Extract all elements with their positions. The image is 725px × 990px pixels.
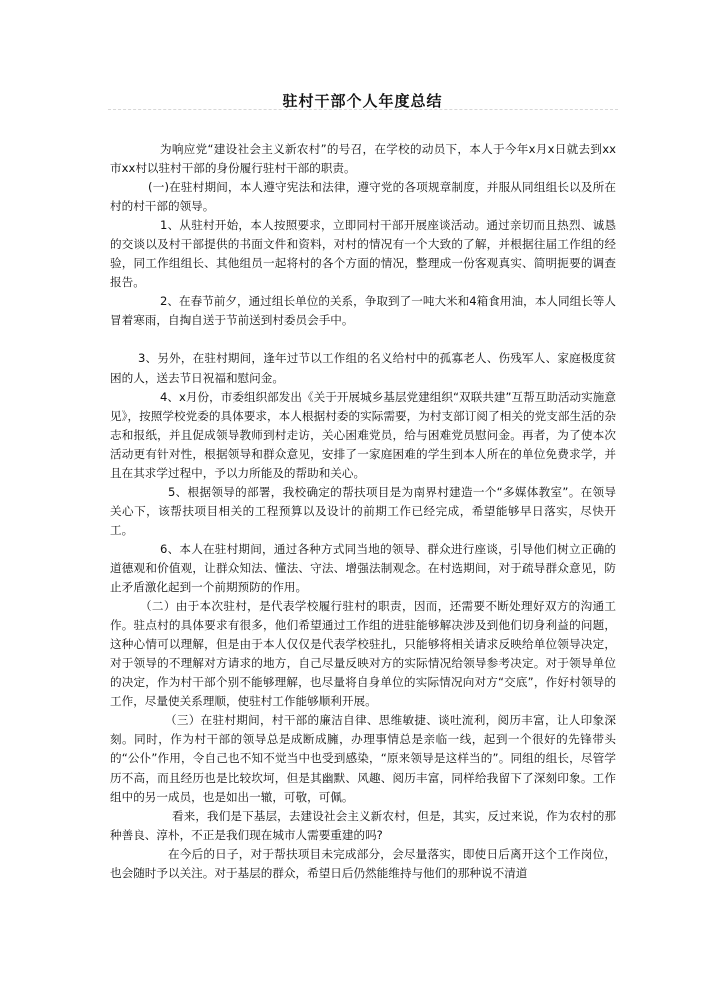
document-body [110, 140, 616, 883]
paragraph-item-4: 4、x月份，市委组织部发出《关于开展城乡基层党建组织“双联共建”互帮互助活动实施意见》，按照学校党委的具体要求，本人根据村委的实际需要，为村支部订阅了相关的党支部生活的杂志和报纸，并且促成领导教师到村走访，关心困难党员，给与困难党员慰问金。再者，为了使本次活动更有针对性，根据领导和群众意见，安排了一家庭困难的学生到本人所在的单位免费求学，并且在其求学过程中，予以力所能及的帮助和关心。 [110, 389, 616, 480]
paragraph-item-3: 3、另外，在驻村期间，逢年过节以工作组的名义给村中的孤寡老人、伤残军人、家庭极度贫困的人，送去节日祝福和慰问金。 [110, 351, 616, 385]
paragraph-section-three: （三）在驻村期间，村干部的廉洁自律、思维敏捷、谈吐流利，阅历丰富，让人印象深刻。同时，作为村干部的领导总是成断成臃，办理事情总是亲临一线，起到一个很好的先锋带头的“公仆”作用，令自己也不知不觉当中也受到感染，“原来领导是这样当的”。同组的组长，尽管学历不高，而且经历也是比较坎坷，但是其幽默、风趣、阅历丰富，同样给我留下了深刻印象。工作组中的另一成员，也是如出一辙，可敬，可佩。 [110, 713, 616, 804]
paragraph-section-one: (一)在驻村期间，本人遵守宪法和法律，遵守党的各项规章制度，并服从同组组长以及所在村的村干部的领导。 [110, 180, 616, 214]
paragraph-item-2: 2、在春节前夕，通过组长单位的关系，争取到了一吨大米和4箱食用油，本人同组长等人冒着寒雨，自掏自送于节前送到村委员会手中。 [110, 294, 616, 328]
paragraph-item-1: 1、从驻村开始，本人按照要求，立即同村干部开展座谈活动。通过亲切而且热烈、诚恳的交谈以及村干部提供的书面文件和资料，对村的情况有一个大致的了解，并根据往届工作组的经验，同工作组组长、其他组员一起将村的各个方面的情况，整理成一份客观真实、简明扼要的调查报告。 [110, 218, 616, 290]
paragraph-reflection: 看来，我们是下基层，去建设社会主义新农村，但是，其实，反过来说，作为农村的那种善良、淳朴，不正是我们现在城市人需要重建的吗? [110, 808, 616, 842]
paragraph-future: 在今后的日子，对于帮扶项目未完成部分，会尽量落实，即使日后离开这个工作岗位，也会随时予以关注。对于基层的群众，希望日后仍然能维持与他们的那种说不清道 [110, 846, 616, 880]
paragraph-section-two: （二）由于本次驻村，是代表学校履行驻村的职责，因而，还需要不断处理好双方的沟通工作。驻点村的具体要求有很多，他们希望通过工作组的进驻能够解决涉及到他们切身利益的问题，这种心情可以理解，但是由于本人仅仅是代表学校驻扎，只能够将相关请求反映给单位领导决定，对于领导的不理解对方请求的地方，自己尽量反映对方的实际情况给领导参考决定。对于领导单位的决定，作为村干部个别不能够理解，也尽量将自身单位的实际情况向对方“交底”，作好村领导的工作，尽量使关系理顺，使驻村工作能够顺利开展。 [110, 599, 616, 709]
paragraph-item-6: 6、本人在驻村期间，通过各种方式同当地的领导、群众进行座谈，引导他们树立正确的道德观和价值观，让群众知法、懂法、守法、增强法制观念。在村选期间，对于疏导群众意见，防止矛盾激化起到一个前期预防的作用。 [110, 541, 616, 595]
paragraph-item-5: 5、根据领导的部署，我校确定的帮扶项目是为南界村建造一个“多媒体教室”。在领导关心下，该帮扶项目相关的工程预算以及设计的前期工作已经完成，希望能够早日落实，尽快开工。 [110, 484, 616, 537]
paragraph-intro: 为响应党“建设社会主义新农村”的号召，在学校的动员下，本人于今年x月x日就去到xx市xx村以驻村干部的身份履行驻村干部的职责。 [110, 142, 616, 176]
title-divider [108, 109, 618, 110]
document-title: 驻村干部个人年度总结 [282, 92, 443, 110]
